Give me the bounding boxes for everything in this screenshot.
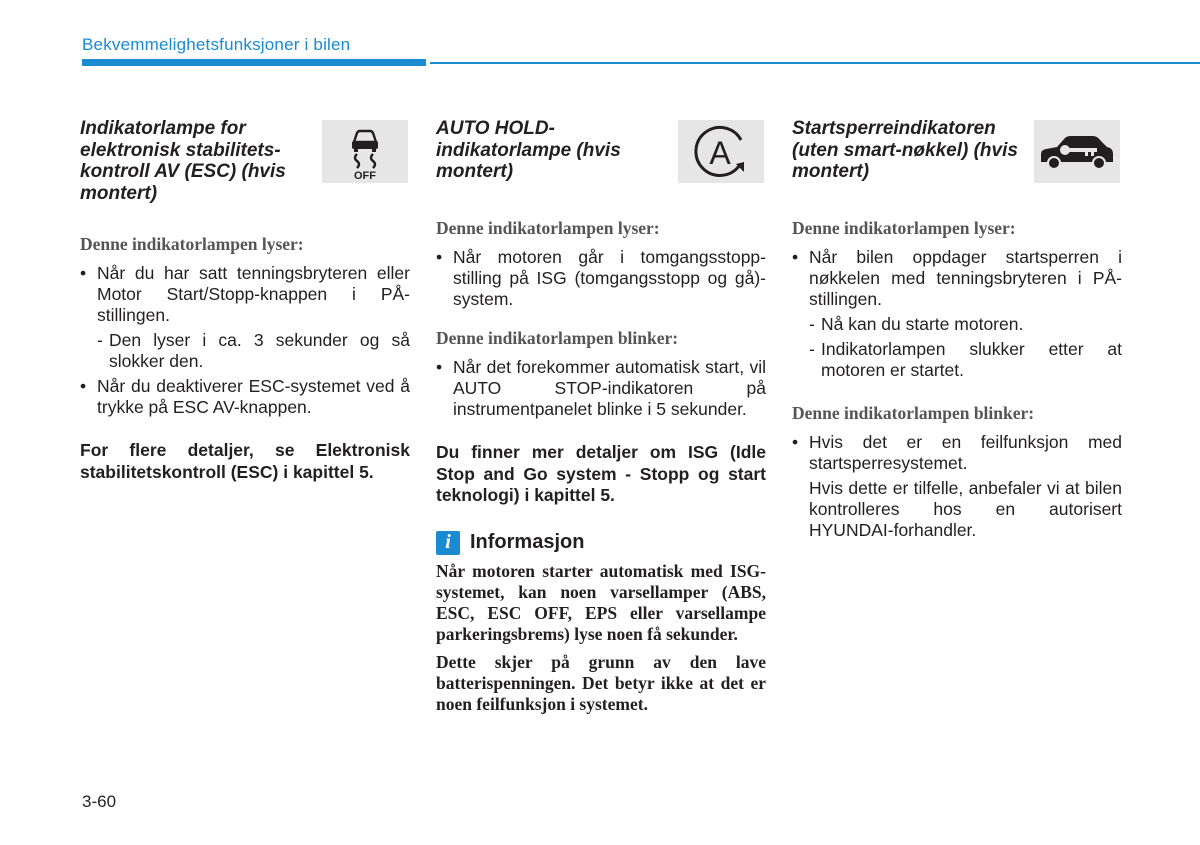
subheading-blinker: Denne indikatorlampen blinker:: [436, 328, 679, 348]
svg-text:A: A: [709, 134, 731, 171]
reference-note: Du finner mer detaljer om ISG (Idle Stop and Go system - Stopp og start teknologi) i kapittel 5.: [436, 442, 766, 505]
page-number: 3-60: [82, 792, 117, 811]
list-item: • Når du har satt tenningsbryteren eller Motor Start/Stopp-knappen i PÅ-stillingen.: [80, 263, 410, 326]
esc-off-label: OFF: [354, 169, 376, 180]
info-paragraph: Når motoren starter automatisk med ISG-systemet, kan noen varsellamper (ABS, ESC, ESC OFF, EPS eller varsellampe parkeringsbrems) lyse noen få sekunder.: [436, 560, 766, 644]
section-heading: Startsperreindikatoren (uten smart-nøkkel) (hvis montert): [792, 118, 1018, 182]
subheading-lyser: Denne indikatorlampen lyser:: [792, 218, 1016, 238]
paragraph: Hvis dette er tilfelle, anbefaler vi at bilen kontrolleres hos en autorisert HYUNDAI-forhandler.: [809, 478, 1122, 540]
list-item: • Når det forekommer automatisk start, vil AUTO STOP-indikatoren på instrumentpanelet blinke i 5 sekunder.: [436, 357, 766, 420]
reference-note: For flere detaljer, se Elektronisk stabilitetskontroll (ESC) i kapittel 5.: [80, 440, 410, 482]
section-heading: Indikatorlampe for elektronisk stabilitets-kontroll AV (ESC) (hvis montert): [80, 118, 286, 204]
header-bar-left: [82, 59, 426, 66]
esc-off-section: [80, 118, 410, 483]
info-label: Informasjon: [470, 531, 585, 553]
info-icon: i: [436, 531, 460, 555]
auto-hold-section: [436, 118, 766, 722]
list-item: • Når motoren går i tomgangsstopp-stilling på ISG (tomgangsstopp og gå)-system.: [436, 247, 766, 310]
immobilizer-icon: [1034, 120, 1120, 183]
dash-item: - Indikatorlampen slukker etter at motoren er startet.: [792, 339, 1122, 381]
dash-item: - Den lyser i ca. 3 sekunder og så slokker den.: [80, 330, 410, 372]
dash-item: - Nå kan du starte motoren.: [792, 314, 1122, 335]
list-item: • Hvis det er en feilfunksjon med startsperresystemet.: [792, 432, 1122, 474]
auto-hold-icon: [678, 120, 764, 183]
subheading-lyser: Denne indikatorlampen lyser:: [436, 218, 660, 238]
header-title: Bekvemmelighetsfunksjoner i bilen: [82, 35, 351, 54]
section-heading: AUTO HOLD-indikatorlampe (hvis montert): [436, 118, 621, 182]
info-box-title: [436, 531, 766, 555]
header-bar-right: [430, 62, 1200, 64]
esc-off-icon: [322, 120, 408, 183]
list-item: • Når du deaktiverer ESC-systemet ved å trykke på ESC AV-knappen.: [80, 376, 410, 418]
info-paragraph: Dette skjer på grunn av den lave batterispenningen. Det betyr ikke at det er noen feilfunksjon i systemet.: [436, 651, 766, 714]
list-item: • Når bilen oppdager startsperren i nøkkelen med tenningsbryteren i PÅ-stillingen.: [792, 247, 1122, 310]
subheading-lyser: Denne indikatorlampen lyser:: [80, 234, 304, 254]
immobilizer-section: [792, 118, 1122, 545]
subheading-blinker: Denne indikatorlampen blinker:: [792, 403, 1035, 423]
